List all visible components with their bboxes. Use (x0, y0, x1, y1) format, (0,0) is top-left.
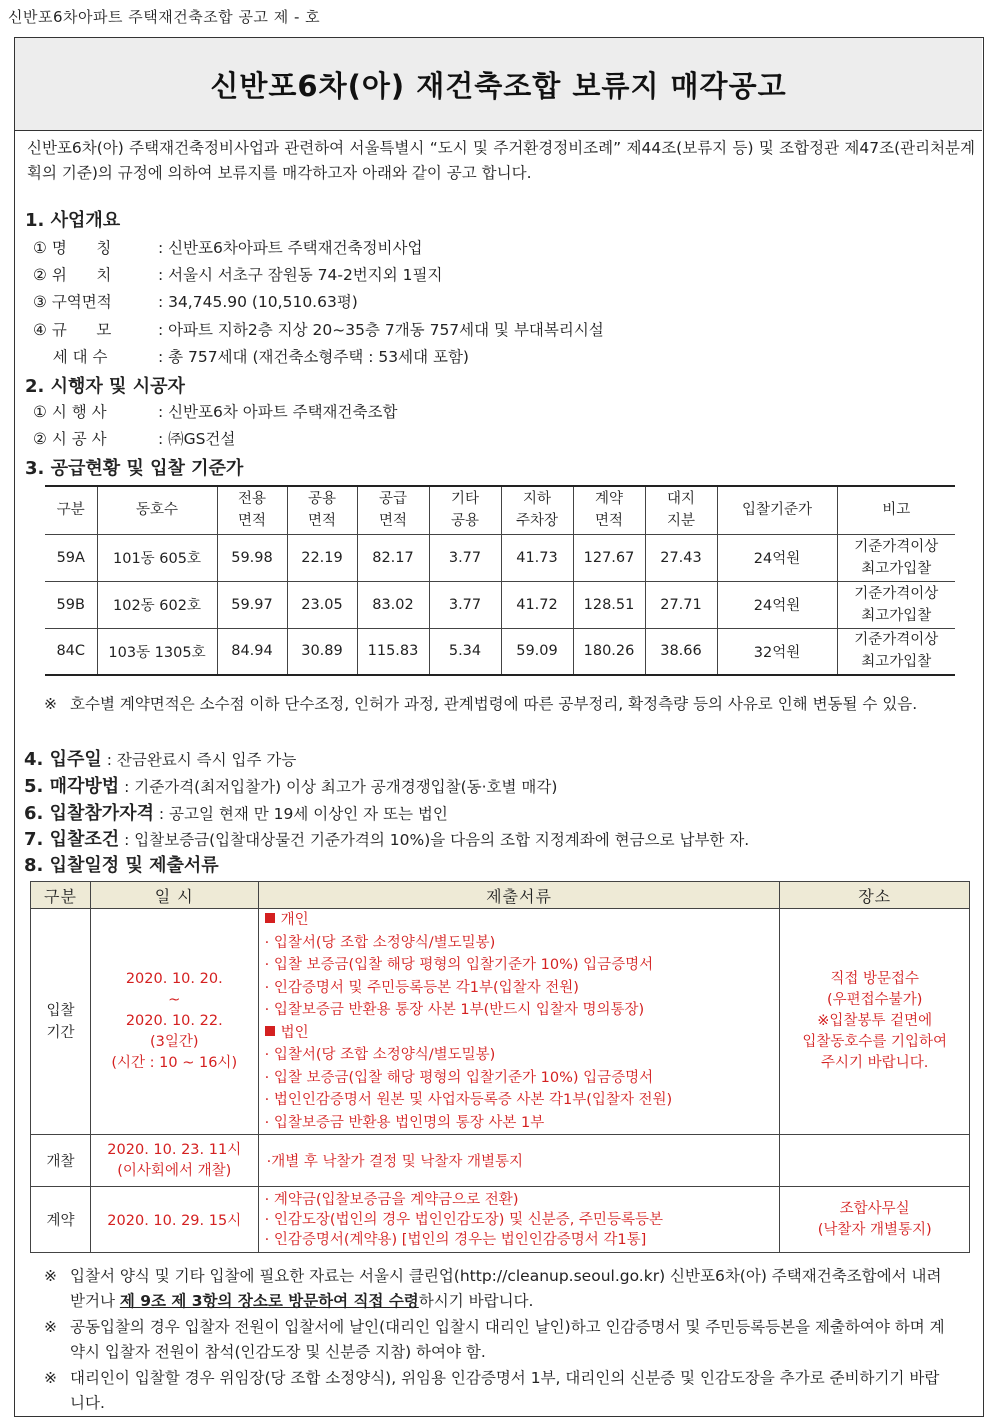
section-4 (24, 745, 296, 771)
list-item: · 법인인감증명서 원본 및 사업자등록증 사본 각1부(입찰자 전원) (264, 1092, 673, 1108)
s2-item-executor (33, 400, 397, 422)
footnote-text: 공동입찰의 경우 입찰자 전원이 입찰서에 날인(대리인 입찰시 대리인 날인)하고 인감증명서 및 주민등록등본을 제출하여야 하며 계약시 입찰자 전원이 참석(인감도장 및 신분증 지참) 하여야 함. (70, 1318, 945, 1361)
s1-value: : 총 757세대 (재건축소형주택 : 53세대 포함) (157, 348, 469, 366)
list-item: · 입찰보증금 반환용 법인명의 통장 사본 1부 (264, 1114, 545, 1131)
cell-parking: 41.72 (501, 581, 573, 628)
square-bullet-icon (265, 913, 275, 923)
cell-price: 24억원 (717, 581, 837, 628)
s1-label: 세 대 수 (33, 348, 108, 366)
s1-item-households (33, 345, 469, 367)
section-1-heading: 1. 사업개요 (25, 210, 121, 231)
square-bullet-icon (265, 1026, 275, 1036)
s2-value: : 신반포6차 아파트 주택재건축조합 (157, 403, 398, 421)
cell-land: 27.43 (645, 534, 717, 581)
page-title: 신반포6차(아) 재건축조합 보류지 매각공고 (210, 68, 787, 103)
cell-excl: 59.98 (217, 534, 287, 581)
section-5-heading: 5. 매각방법 (24, 776, 120, 797)
cell-common: 30.89 (287, 628, 357, 675)
s1-value: : 34,745.90 (10,510.63평) (157, 293, 358, 311)
cell-land: 27.71 (645, 581, 717, 628)
s1-label: ① 명 칭 (33, 239, 112, 257)
col-header: 장소 (780, 882, 970, 909)
col-header: 계약 면적 (573, 486, 645, 534)
table-row-contract (31, 1187, 970, 1253)
section-6-text: : 공고일 현재 만 19세 이상인 자 또는 법인 (158, 805, 448, 823)
s1-label: ② 위 치 (33, 266, 112, 284)
s1-item-area (33, 290, 358, 312)
footnote-text: 입찰서 양식 및 기타 입찰에 필요한 자료는 서울시 클린업(http://cleanup.seoul.go.kr) 신반포6차(아) 주택재건축조합에서 내려 받거나 제 9조 제 3항의 장소로 방문하여 직접 수령하시기 바랍니다. (70, 1267, 942, 1310)
section-7-heading: 7. 입찰조건 (24, 829, 120, 850)
cell-contract: 180.26 (573, 628, 645, 675)
table-row-bid (31, 909, 970, 1135)
s1-item-location (33, 263, 442, 285)
note-text: 호수별 계약면적은 소수점 이하 단수조정, 인허가 과정, 관계법령에 따른 공부정리, 확정측량 등의 사유로 인해 변동될 수 있음. (70, 695, 918, 713)
footnote-emphasis: 제 9조 제 3항의 장소로 방문하여 직접 수령 (119, 1292, 419, 1310)
section-4-heading: 4. 입주일 (24, 749, 102, 770)
cell-type: 59A (45, 534, 97, 581)
cell-note: 기준가격이상 최고가입찰 (837, 628, 955, 675)
cell-supply: 115.83 (357, 628, 429, 675)
cell-common: 22.19 (287, 534, 357, 581)
section-8-heading: 8. 입찰일정 및 제출서류 (24, 855, 219, 876)
section-5 (24, 772, 557, 798)
s2-value: : ㈜GS건설 (157, 430, 236, 448)
s1-value: : 서울시 서초구 잠원동 74-2번지외 1필지 (157, 266, 443, 284)
col-header: 구분 (31, 882, 91, 909)
cell-place: 조합사무실 (낙찰자 개별통지) (780, 1187, 970, 1253)
list-item: · 입찰 보증금(입찰 해당 평형의 입찰기준가 10%) 입금증명서 (264, 957, 654, 973)
s1-label: ④ 규 모 (33, 321, 112, 339)
cell-other: 3.77 (429, 581, 501, 628)
list-item: · 입찰 보증금(입찰 해당 평형의 입찰기준가 10%) 입금증명서 (264, 1069, 654, 1086)
supply-table (45, 485, 955, 676)
s1-item-name (33, 236, 422, 258)
col-header: 입찰기준가 (717, 486, 837, 534)
table-row (45, 581, 955, 628)
section-3-heading: 3. 공급현황 및 입찰 기준가 (25, 458, 244, 479)
col-header: 동호수 (97, 486, 217, 534)
list-item: · 입찰서(당 조합 소정양식/별도밀봉) (264, 934, 496, 951)
cell-note: 기준가격이상 최고가입찰 (837, 581, 955, 628)
cell-label: 입찰 기간 (31, 909, 91, 1135)
cell-parking: 41.73 (501, 534, 573, 581)
col-header: 제출서류 (258, 882, 780, 909)
cell-common: 23.05 (287, 581, 357, 628)
note-mark: ※ (44, 1369, 57, 1387)
cell-other: 3.77 (429, 534, 501, 581)
cell-contract: 128.51 (573, 581, 645, 628)
cell-excl: 59.97 (217, 581, 287, 628)
s1-value: : 신반포6차아파트 주택재건축정비사업 (157, 239, 423, 257)
list-item: · 입찰서(당 조합 소정양식/별도밀봉) (264, 1047, 496, 1063)
cell-land: 38.66 (645, 628, 717, 675)
cell-label: 계약 (31, 1187, 91, 1253)
cell-other: 5.34 (429, 628, 501, 675)
s1-item-scale (33, 318, 604, 340)
col-header: 기타 공용 (429, 486, 501, 534)
cell-type: 59B (45, 581, 97, 628)
table-row (45, 628, 955, 675)
section-2-heading: 2. 시행자 및 시공자 (25, 376, 185, 397)
cell-place: 직접 방문접수 (우편접수불가) ※입찰봉투 겉면에 입찰동호수를 기입하여 주시기 바랍니다. (780, 909, 970, 1135)
col-header: 비고 (837, 486, 955, 534)
cell-date: 2020. 10. 23. 11시 (이사회에서 개찰) (90, 1135, 258, 1187)
cell-contract: 127.67 (573, 534, 645, 581)
schedule-header (31, 882, 970, 909)
table-row-open (31, 1135, 970, 1187)
section-7 (24, 825, 749, 851)
cell-unit: 102동 602호 (97, 581, 217, 628)
cell-unit: 101동 605호 (97, 534, 217, 581)
col-header: 대지 지분 (645, 486, 717, 534)
section-5-text: : 기준가격(최저입찰가) 이상 최고가 공개경쟁입찰(동·호별 매각) (124, 778, 558, 796)
cell-date: 2020. 10. 20. ~ 2020. 10. 22. (3일간) (시간 : 10 ~ 16시) (90, 909, 258, 1135)
footnote-1 (44, 1264, 950, 1314)
supply-table-header (45, 486, 955, 534)
s1-value: : 아파트 지하2층 지상 20~35층 7개동 757세대 및 부대복리시설 (157, 321, 604, 339)
cell-docs: ·개별 후 낙찰가 결정 및 낙찰자 개별통지 (258, 1135, 780, 1187)
note-mark: ※ (44, 695, 57, 713)
cell-docs (258, 1187, 780, 1253)
list-item: · 입찰보증금 반환용 통장 사본 1부(반드시 입찰자 명의통장) (264, 1002, 645, 1018)
corporate-heading: 법인 (265, 1022, 774, 1045)
section-6-heading: 6. 입찰참가자격 (24, 803, 154, 824)
col-header: 전용 면적 (217, 486, 287, 534)
cell-docs (258, 909, 780, 1135)
cell-excl: 84.94 (217, 628, 287, 675)
s2-label: ② 시 공 사 (33, 430, 107, 448)
cell-supply: 82.17 (357, 534, 429, 581)
cell-place (780, 1135, 970, 1187)
footnote-text: 대리인이 입찰할 경우 위임장(당 조합 소정양식), 위임용 인감증명서 1부, 대리인의 신분증 및 인감도장을 추가로 준비하기기 바랍니다. (70, 1369, 940, 1412)
s2-item-builder (33, 427, 235, 449)
col-header: 구분 (45, 486, 97, 534)
col-header: 공용 면적 (287, 486, 357, 534)
cell-note: 기준가격이상 최고가입찰 (837, 534, 955, 581)
cell-parking: 59.09 (501, 628, 573, 675)
note-mark: ※ (44, 1318, 57, 1336)
list-item: · 인감도장(법인의 경우 법인인감도장) 및 신분증, 주민등록등본 (264, 1211, 663, 1228)
col-header: 지하 주차장 (501, 486, 573, 534)
list-item: · 계약금(입찰보증금을 계약금으로 전환) (264, 1191, 519, 1208)
cell-label: 개찰 (31, 1135, 91, 1187)
intro-paragraph: 신반포6차(아) 주택재건축정비사업과 관련하여 서울특별시 “도시 및 주거환경정비조례” 제44조(보류지 등) 및 조합정관 제47조(관리처분계획의 기준)의 규정에 의하여 보류지를 매각하고자 아래와 같이 공고 합니다. (27, 139, 975, 182)
s1-label: ③ 구역면적 (33, 293, 112, 311)
col-header: 일 시 (90, 882, 258, 909)
cell-date: 2020. 10. 29. 15시 (90, 1187, 258, 1253)
area-note (44, 692, 950, 717)
title-box (15, 38, 982, 131)
section-8 (24, 851, 219, 877)
cell-price: 24억원 (717, 534, 837, 581)
notice-number-line: 신반포6차아파트 주택재건축조합 공고 제 - 호 (8, 8, 321, 26)
schedule-table (30, 881, 970, 1253)
section-7-text: : 입찰보증금(입찰대상물건 기준가격의 10%)을 다음의 조합 지정계좌에 현금으로 납부한 자. (124, 831, 750, 849)
s2-label: ① 시 행 사 (33, 403, 107, 421)
col-header: 공급 면적 (357, 486, 429, 534)
note-mark: ※ (44, 1267, 57, 1285)
section-6 (24, 799, 448, 825)
footnote-3 (44, 1366, 950, 1416)
cell-type: 84C (45, 628, 97, 675)
cell-price: 32억원 (717, 628, 837, 675)
list-item: · 인감증명서 및 주민등록등본 각1부(입찰자 전원) (264, 979, 579, 996)
table-row (45, 534, 955, 581)
cell-supply: 83.02 (357, 581, 429, 628)
section-4-text: : 잔금완료시 즉시 입주 가능 (106, 751, 297, 769)
footnote-2 (44, 1315, 950, 1365)
list-item: · 인감증명서(계약용) [법인의 경우는 법인인감증명서 각1통] (264, 1231, 647, 1248)
cell-unit: 103동 1305호 (97, 628, 217, 675)
individual-heading: 개인 (265, 909, 774, 932)
